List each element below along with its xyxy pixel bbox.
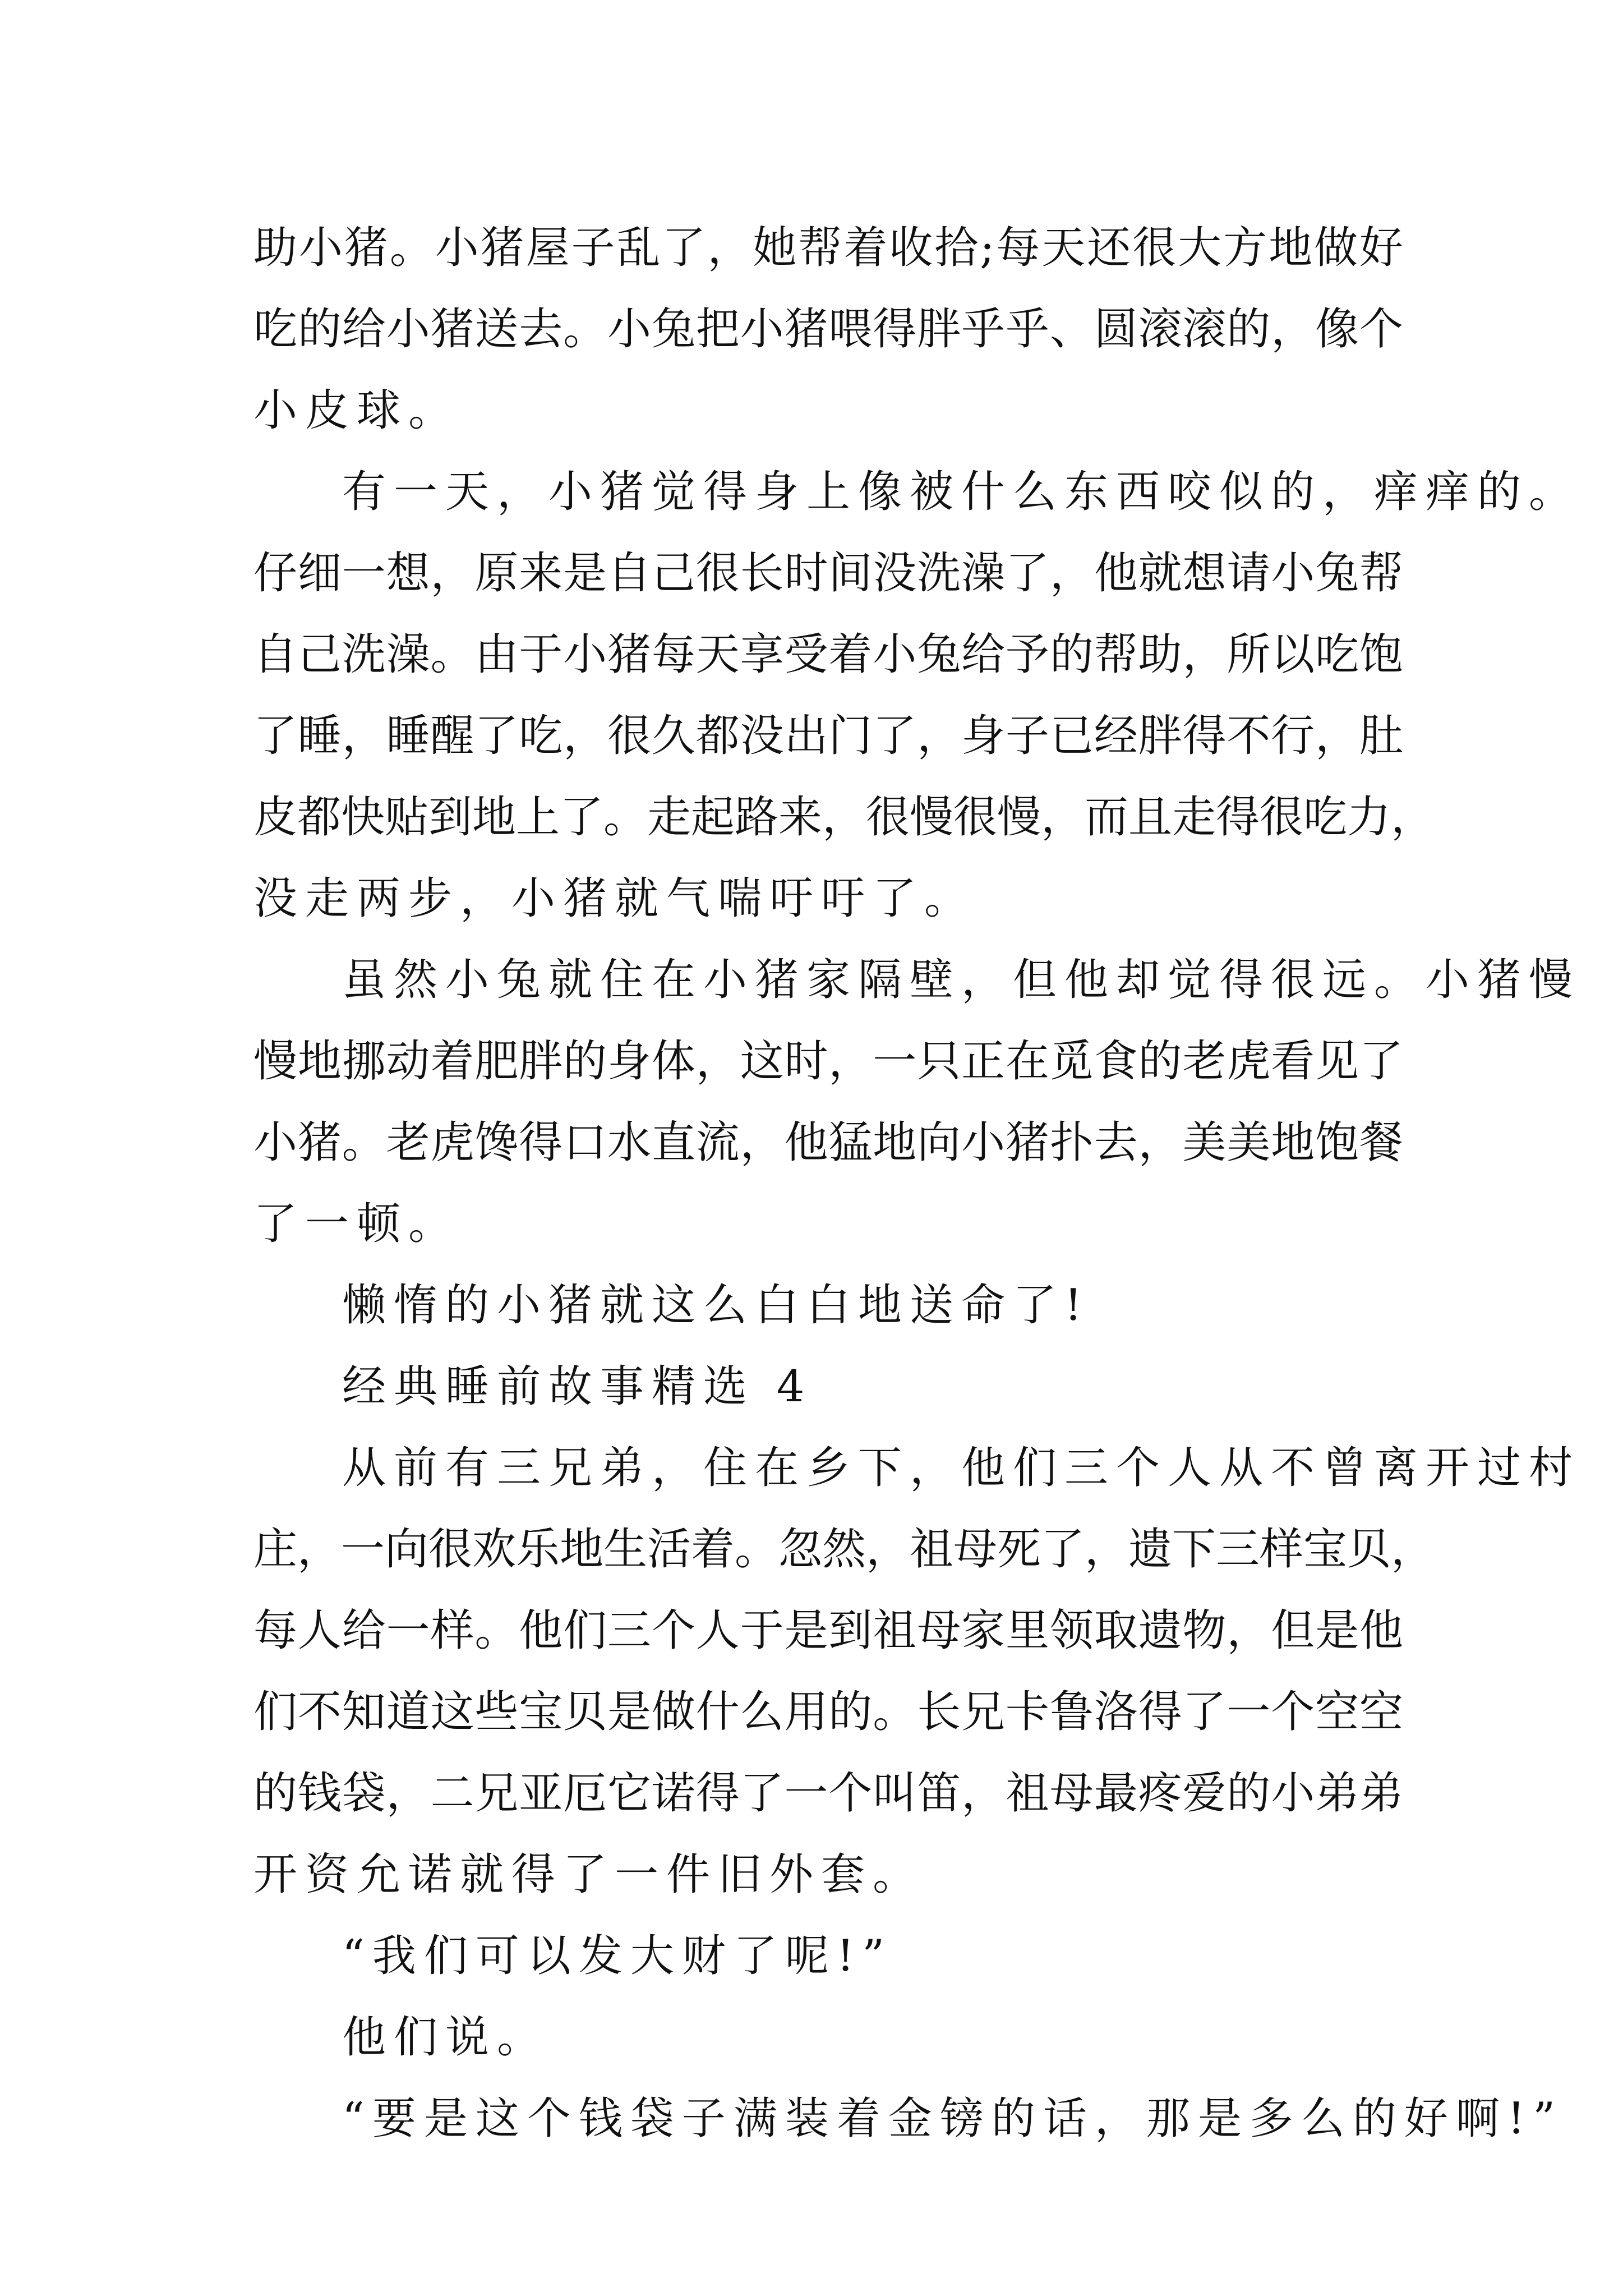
text-line: 们不知道这些宝贝是做什么用的。长兄卡鲁洛得了一个空空 — [253, 1687, 1403, 1737]
text-line: 没走两步，小猪就气喘吁吁了。 — [253, 873, 976, 924]
text-line: 了睡，睡醒了吃，很久都没出门了，身子已经胖得不行，肚 — [253, 711, 1403, 761]
story-text — [253, 208, 1581, 2160]
text-line: 懒惰的小猪就这么白白地送命了! — [342, 1280, 1090, 1331]
text-line: “要是这个钱袋子满装着金镑的话，那是多么的好啊!” — [342, 2093, 1564, 2144]
text-line: 吃的给小猪送去。小兔把小猪喂得胖乎乎、圆滚滚的，像个 — [253, 304, 1403, 355]
text-line: 虽然小兔就住在小猪家隔壁，但他却觉得很远。小猪慢 — [342, 955, 1581, 1005]
text-line: 了一顿。 — [253, 1199, 460, 1249]
text-line: 小猪。老虎馋得口水直流，他猛地向小猪扑去，美美地饱餐 — [253, 1117, 1403, 1168]
text-line: 慢地挪动着肥胖的身体，这时，一只正在觅食的老虎看见了 — [253, 1036, 1403, 1087]
text-line: 助小猪。小猪屋子乱了，她帮着收拾;每天还很大方地做好 — [253, 223, 1403, 273]
text-line: 有一天，小猪觉得身上像被什么东西咬似的，痒痒的。 — [342, 467, 1581, 517]
text-line: 每人给一样。他们三个人于是到祖母家里领取遗物，但是他 — [253, 1605, 1403, 1656]
section-heading: 经典睡前故事精选 4 — [342, 1361, 813, 1412]
text-line: 从前有三兄弟，住在乡下，他们三个人从不曾离开过村 — [342, 1443, 1581, 1493]
text-line: 他们说。 — [342, 2012, 549, 2063]
text-line: 小皮球。 — [253, 385, 460, 436]
text-line: 开资允诺就得了一件旧外套。 — [253, 1849, 925, 1900]
text-line: 的钱袋，二兄亚厄它诺得了一个叫笛，祖母最疼爱的小弟弟 — [253, 1768, 1403, 1819]
text-line: 皮都快贴到地上了。走起路来，很慢很慢，而且走得很吃力， — [253, 792, 1435, 843]
text-line: 庄，一向很欢乐地生活着。忽然，祖母死了，遗下三样宝贝， — [253, 1524, 1435, 1575]
text-line: 仔细一想，原来是自己很长时间没洗澡了，他就想请小兔帮 — [253, 548, 1403, 599]
text-line: “我们可以发大财了呢!” — [342, 1931, 893, 1981]
text-line: 自己洗澡。由于小猪每天享受着小兔给予的帮助，所以吃饱 — [253, 629, 1403, 680]
